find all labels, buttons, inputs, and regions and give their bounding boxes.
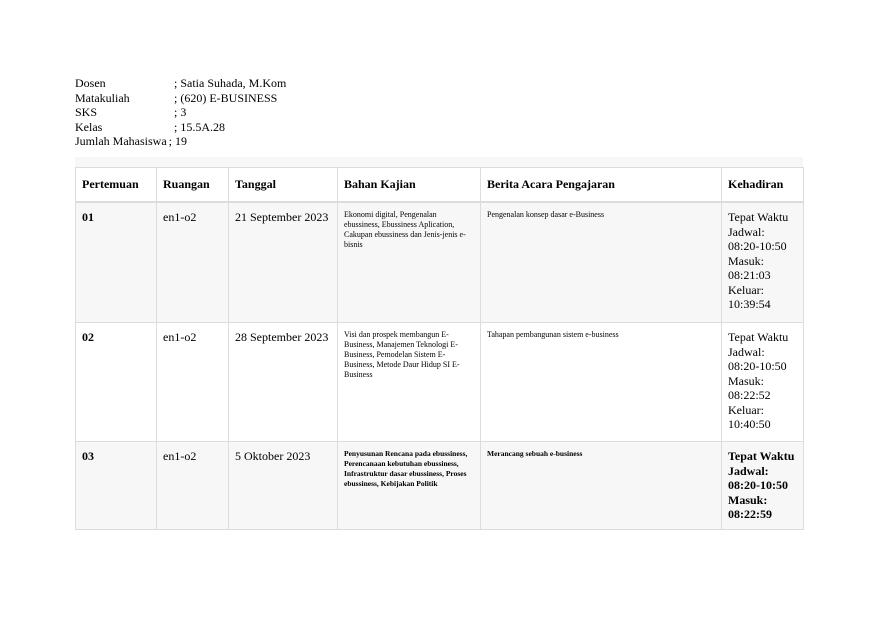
attendance-line: 10:39:54: [728, 297, 771, 311]
info-label: Matakuliah: [75, 90, 130, 105]
cell-tanggal: 21 September 2023: [229, 202, 338, 323]
cell-tanggal: 28 September 2023: [229, 323, 338, 442]
attendance-line: 08:20-10:50: [728, 478, 788, 492]
info-value: ; 19: [168, 134, 187, 148]
info-value: ; (620) E-BUSINESS: [174, 90, 278, 105]
attendance-line: 08:22:59: [728, 507, 772, 521]
header-pertemuan: Pertemuan: [76, 168, 157, 203]
info-value: ; 3: [174, 105, 187, 119]
table-row: [76, 442, 804, 530]
info-value: ; 15.5A.28: [174, 119, 225, 134]
info-row-kelas: [75, 120, 286, 135]
cell-tanggal: 5 Oktober 2023: [229, 442, 338, 530]
header-tanggal: Tanggal: [229, 168, 338, 203]
info-label: Jumlah Mahasiswa: [75, 134, 167, 148]
info-label: Kelas: [75, 119, 103, 134]
attendance-line: 10:40:50: [728, 417, 771, 431]
attendance-line: Jadwal:: [728, 463, 769, 478]
attendance-line: Masuk:: [728, 253, 764, 268]
cell-ruangan: en1-o2: [157, 442, 229, 530]
header-berita-acara: Berita Acara Pengajaran: [481, 168, 722, 203]
attendance-line: Tepat Waktu: [728, 210, 789, 224]
cell-ruangan: en1-o2: [157, 323, 229, 442]
attendance-line: Keluar:: [728, 282, 764, 297]
cell-berita-acara: Tahapan pembangunan sistem e-business: [481, 323, 722, 442]
attendance-line: Keluar:: [728, 402, 764, 417]
header-kehadiran: Kehadiran: [722, 168, 804, 203]
info-row-dosen: [75, 76, 286, 91]
cell-berita-acara: Pengenalan konsep dasar e-Business: [481, 202, 722, 323]
attendance-line: Masuk:: [728, 373, 764, 388]
course-info: [75, 76, 286, 149]
info-label: SKS: [75, 105, 98, 119]
cell-kehadiran: [722, 323, 804, 442]
attendance-line: Tepat Waktu: [728, 330, 789, 344]
info-row-sks: [75, 105, 286, 120]
header-bahan-kajian: Bahan Kajian: [338, 168, 481, 203]
cell-berita-acara: Merancang sebuah e-business: [481, 442, 722, 530]
info-value: ; Satia Suhada, M.Kom: [174, 76, 287, 90]
cell-pertemuan: 02: [76, 323, 157, 442]
cell-kehadiran: [722, 442, 804, 530]
table-row: [76, 323, 804, 442]
cell-ruangan: en1-o2: [157, 202, 229, 323]
attendance-line: 08:20-10:50: [728, 359, 787, 373]
table-header-row: [76, 168, 804, 203]
info-label: Dosen: [75, 76, 106, 90]
cell-kehadiran: [722, 202, 804, 323]
table-row: [76, 202, 804, 323]
attendance-line: Tepat Waktu: [728, 449, 795, 463]
attendance-line: 08:22:52: [728, 388, 771, 402]
table-top-bar: [75, 157, 803, 167]
cell-bahan-kajian: Ekonomi digital, Pengenalan ebussiness, Ebussiness Aplication, Cakupan ebussiness dan Jenis-jenis e-bisnis: [338, 202, 481, 323]
attendance-table: [75, 167, 804, 530]
cell-bahan-kajian: Visi dan prospek membangun E-Business, Manajemen Teknologi E-Business, Pemodelan Sistem E-Business, Metode Daur Hidup SI E-Business: [338, 323, 481, 442]
header-ruangan: Ruangan: [157, 168, 229, 203]
cell-pertemuan: 03: [76, 442, 157, 530]
attendance-line: Masuk:: [728, 492, 768, 507]
attendance-line: Jadwal:: [728, 224, 765, 239]
cell-pertemuan: 01: [76, 202, 157, 323]
info-row-matakuliah: [75, 91, 286, 106]
attendance-line: 08:20-10:50: [728, 239, 787, 253]
attendance-line: Jadwal:: [728, 344, 765, 359]
cell-bahan-kajian: Penyusunan Rencana pada ebussiness, Perencanaan kebutuhan ebussiness, Infrastruktur dasar ebussiness, Proses ebussiness, Kebijakan Politik: [338, 442, 481, 530]
info-row-jumlah-mahasiswa: [75, 134, 286, 149]
attendance-line: 08:21:03: [728, 268, 771, 282]
